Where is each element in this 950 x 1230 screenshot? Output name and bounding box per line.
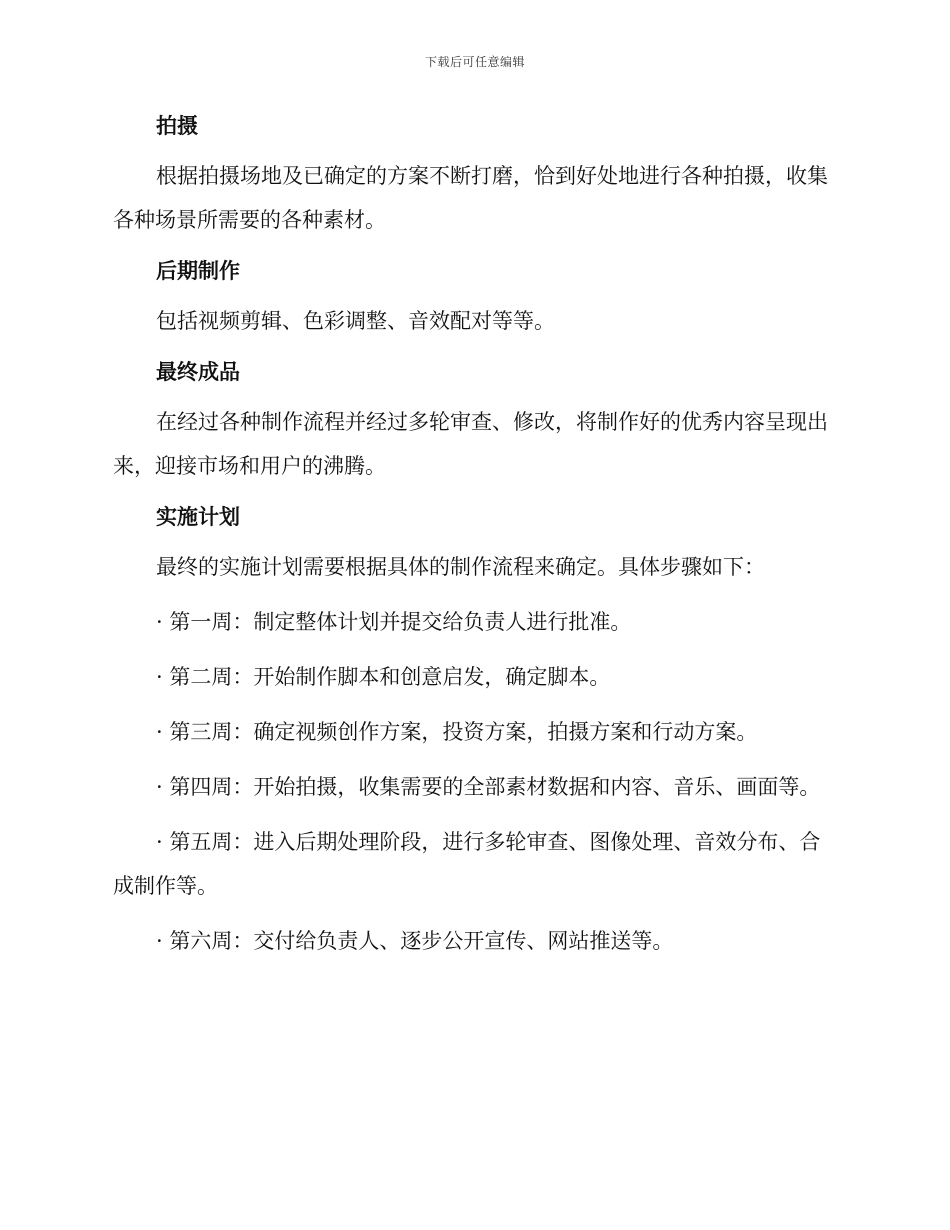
document-body [113,108,835,963]
page-header: 下载后可任意编辑 [424,55,525,69]
paragraph-final-product: 在经过各种制作流程并经过多轮审查、修改，将制作好的优秀内容呈现出来，迎接市场和用户的沸腾。 [113,410,828,478]
plan-item-week-2: · 第二周：开始制作脚本和创意启发，确定脚本。 [156,665,611,689]
section-heading-implementation-plan: 实施计划 [156,505,240,529]
plan-item-week-1: · 第一周：制定整体计划并提交给负责人进行批准。 [156,610,632,634]
plan-item-week-6: · 第六周：交付给负责人、逐步公开宣传、网站推送等。 [156,929,674,953]
paragraph-shooting: 根据拍摄场地及已确定的方案不断打磨，恰到好处地进行各种拍摄，收集各种场景所需要的各种素材。 [113,164,828,232]
paragraph-plan-intro: 最终的实施计划需要根据具体的制作流程来确定。具体步骤如下： [156,555,765,579]
section-heading-final-product: 最终成品 [156,360,240,384]
plan-item-week-5: · 第五周：进入后期处理阶段，进行多轮审查、图像处理、音效分布、合成制作等。 [113,830,821,898]
section-heading-post-production: 后期制作 [156,259,240,283]
plan-item-week-3: · 第三周：确定视频创作方案，投资方案，拍摄方案和行动方案。 [156,720,758,744]
paragraph-post-production: 包括视频剪辑、色彩调整、音效配对等等。 [156,309,555,333]
plan-item-week-4: · 第四周：开始拍摄，收集需要的全部素材数据和内容、音乐、画面等。 [156,775,821,799]
section-heading-shooting: 拍摄 [156,114,198,138]
